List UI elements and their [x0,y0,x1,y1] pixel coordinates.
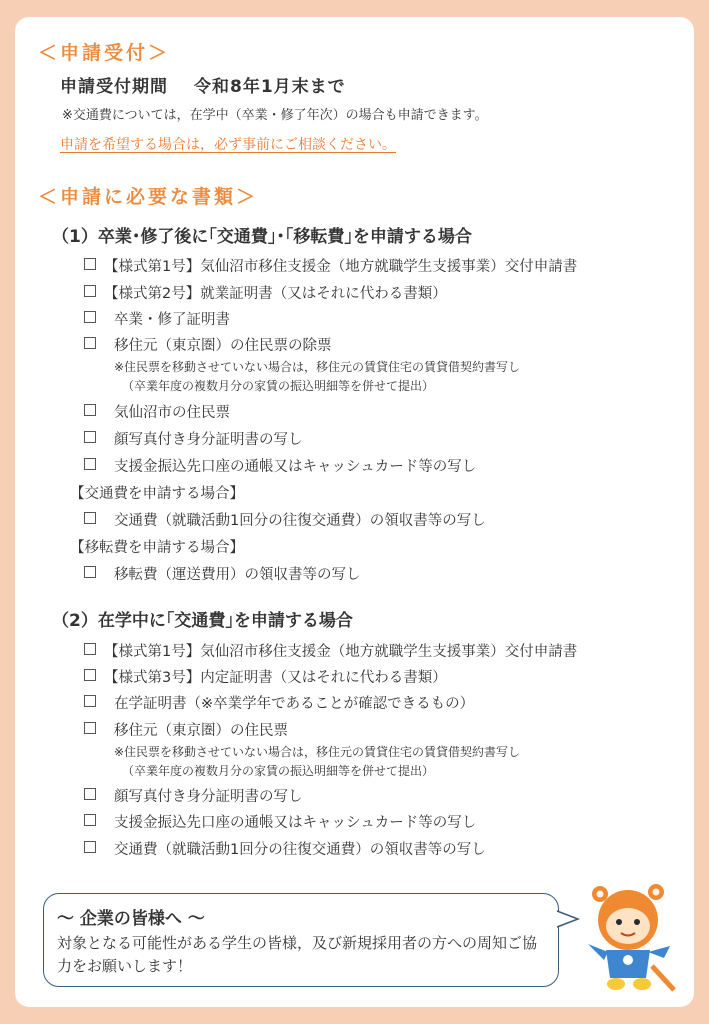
checklist-item: 【様式第1号】気仙沼市移住支援金（地方就職学生支援事業）交付申請書 [84,640,577,661]
checklist-item: 顔写真付き身分証明書の写し [84,785,303,806]
residence-note: ※住民票を移動させていない場合は，移住元の賃貸住宅の賃貸借契約書写し [114,745,521,759]
checklist-item: 【様式第2号】就業証明書（又はそれに代わる書類） [84,282,447,303]
checklist-item: 移住元（東京圏）の住民票 [84,719,288,740]
checklist-item: 【様式第3号】内定証明書（又はそれに代わる書類） [84,666,447,687]
residence-note: ※住民票を移動させていない場合は，移住元の賃貸住宅の賃貸借契約書写し [114,360,521,374]
checklist-item: 卒業・修了証明書 [84,308,230,329]
reception-title: ＜申請受付＞ [38,42,171,64]
period-value: 令和8年1月末まで [194,77,346,97]
checkbox-icon [84,458,96,470]
company-notice-title: ～ 企業の皆様へ ～ [57,909,205,929]
checkbox-icon [84,669,96,681]
transport-note: ※交通費については，在学中（卒業・修了年次）の場合も申請できます。 [62,108,488,123]
checkbox-icon [84,285,96,297]
company-notice-body: 対象となる可能性がある学生の皆様，及び新規採用者の方への周知ご協力をお願いします！ [57,934,538,975]
section2-heading: （2）在学中に｢交通費｣を申請する場合 [52,611,353,631]
section1-heading: （1）卒業･修了後に｢交通費｣･｢移転費｣を申請する場合 [52,227,472,247]
checklist-item: 移転費（運送費用）の領収書等の写し [84,563,361,584]
checklist-item: 移住元（東京圏）の住民票の除票 [84,334,332,355]
checkbox-icon [84,311,96,323]
reception-period [60,72,346,97]
checklist-item: 交通費（就職活動1回分の往復交通費）の領収書等の写し [84,509,486,530]
period-label: 申請受付期間 [60,77,168,97]
speech-tail-icon [551,905,581,935]
checkbox-icon [84,512,96,524]
checkbox-icon [84,337,96,349]
mascot-icon [578,880,678,996]
relocation-category: 【移転費を申請する場合】 [70,540,244,556]
checkbox-icon [84,841,96,853]
checklist-item: 在学証明書（※卒業学年であることが確認できるもの） [84,692,474,713]
checkbox-icon [84,695,96,707]
checkbox-icon [84,431,96,443]
checkbox-icon [84,722,96,734]
checkbox-icon [84,566,96,578]
checkbox-icon [84,788,96,800]
checklist-item: 【様式第1号】気仙沼市移住支援金（地方就職学生支援事業）交付申請書 [84,255,577,276]
checklist-item: 支援金振込先口座の通帳又はキャッシュカード等の写し [84,811,476,832]
checkbox-icon [84,643,96,655]
checklist-item: 支援金振込先口座の通帳又はキャッシュカード等の写し [84,455,476,476]
documents-title: ＜申請に必要な書類＞ [38,186,259,208]
residence-note-sub: （卒業年度の複数月分の家賃の振込明細等を併せて提出） [122,764,435,778]
checkbox-icon [84,404,96,416]
residence-note-sub: （卒業年度の複数月分の家賃の振込明細等を併せて提出） [122,379,435,393]
consult-notice: 申請を希望する場合は，必ず事前にご相談ください。 [60,137,396,153]
checklist-item: 顔写真付き身分証明書の写し [84,428,303,449]
checklist-item: 交通費（就職活動1回分の往復交通費）の領収書等の写し [84,838,486,859]
checkbox-icon [84,258,96,270]
checklist-item: 気仙沼市の住民票 [84,401,230,422]
transport-category: 【交通費を申請する場合】 [70,486,244,502]
checkbox-icon [84,814,96,826]
